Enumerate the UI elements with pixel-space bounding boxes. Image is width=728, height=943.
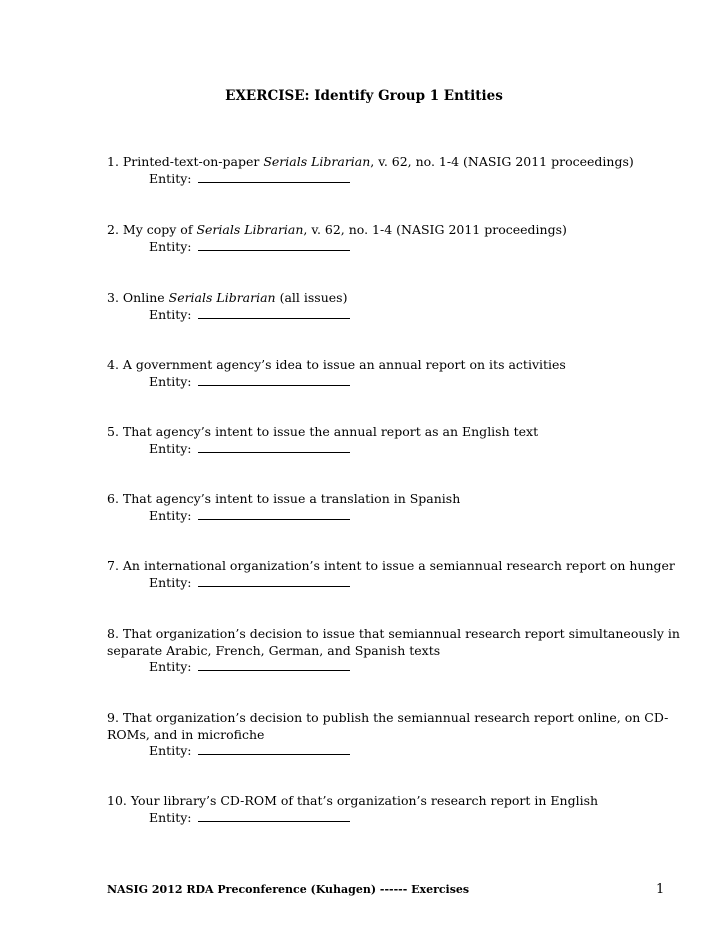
entity-label: Entity: [149,809,192,825]
entity-label: Entity: [149,574,192,590]
answer-blank[interactable] [198,308,350,319]
question-4: 4. A government agency’s idea to issue an annual report on its activities Entity: [107,357,566,389]
page-number: 1 [656,882,665,897]
answer-blank[interactable] [198,442,350,453]
entity-label: Entity: [149,238,192,254]
question-8: 8. That organization’s decision to issue that semiannual research report simultaneously in separate Arabic, French, German, and Spanish texts Entity: [107,626,680,674]
page-footer: NASIG 2012 RDA Preconference (Kuhagen) ------ Exercises [107,883,470,896]
answer-blank[interactable] [198,744,350,755]
entity-label: Entity: [149,306,192,322]
entity-label: Entity: [149,659,192,674]
question-1: 1. Printed-text-on-paper Serials Librarian, v. 62, no. 1-4 (NASIG 2011 proceedings) Entity: [107,154,634,186]
answer-blank[interactable] [198,240,350,251]
question-3: 3. Online Serials Librarian (all issues) Entity: [107,290,667,323]
question-5: 5. That agency’s intent to issue the annual report as an English text Entity: [107,424,539,456]
entity-label: Entity: [149,170,192,186]
answer-blank[interactable] [198,172,350,183]
question-6: 6. That agency’s intent to issue a translation in Spanish Entity: [107,491,461,523]
answer-blank[interactable] [198,509,350,520]
entity-label: Entity: [149,743,192,758]
question-10: 10. Your library’s CD-ROM of that’s organization’s research report in English Entity: [107,793,599,825]
answer-blank[interactable] [198,811,350,822]
answer-blank[interactable] [198,660,350,671]
question-9: 9. That organization’s decision to publish the semiannual research report online, on CD- ROMs, and in microfiche Entity: [107,710,669,758]
answer-blank[interactable] [198,576,350,587]
question-2: 2. My copy of Serials Librarian, v. 62, no. 1-4 (NASIG 2011 proceedings) Entity: [107,222,567,254]
entity-label: Entity: [149,373,192,389]
entity-label: Entity: [149,507,192,523]
question-7: 7. An international organization’s intent to issue a semiannual research report on hunger Entity: [107,558,675,590]
entity-label: Entity: [149,440,192,456]
answer-blank[interactable] [198,375,350,386]
page-title: EXERCISE: Identify Group 1 Entities [225,88,503,104]
